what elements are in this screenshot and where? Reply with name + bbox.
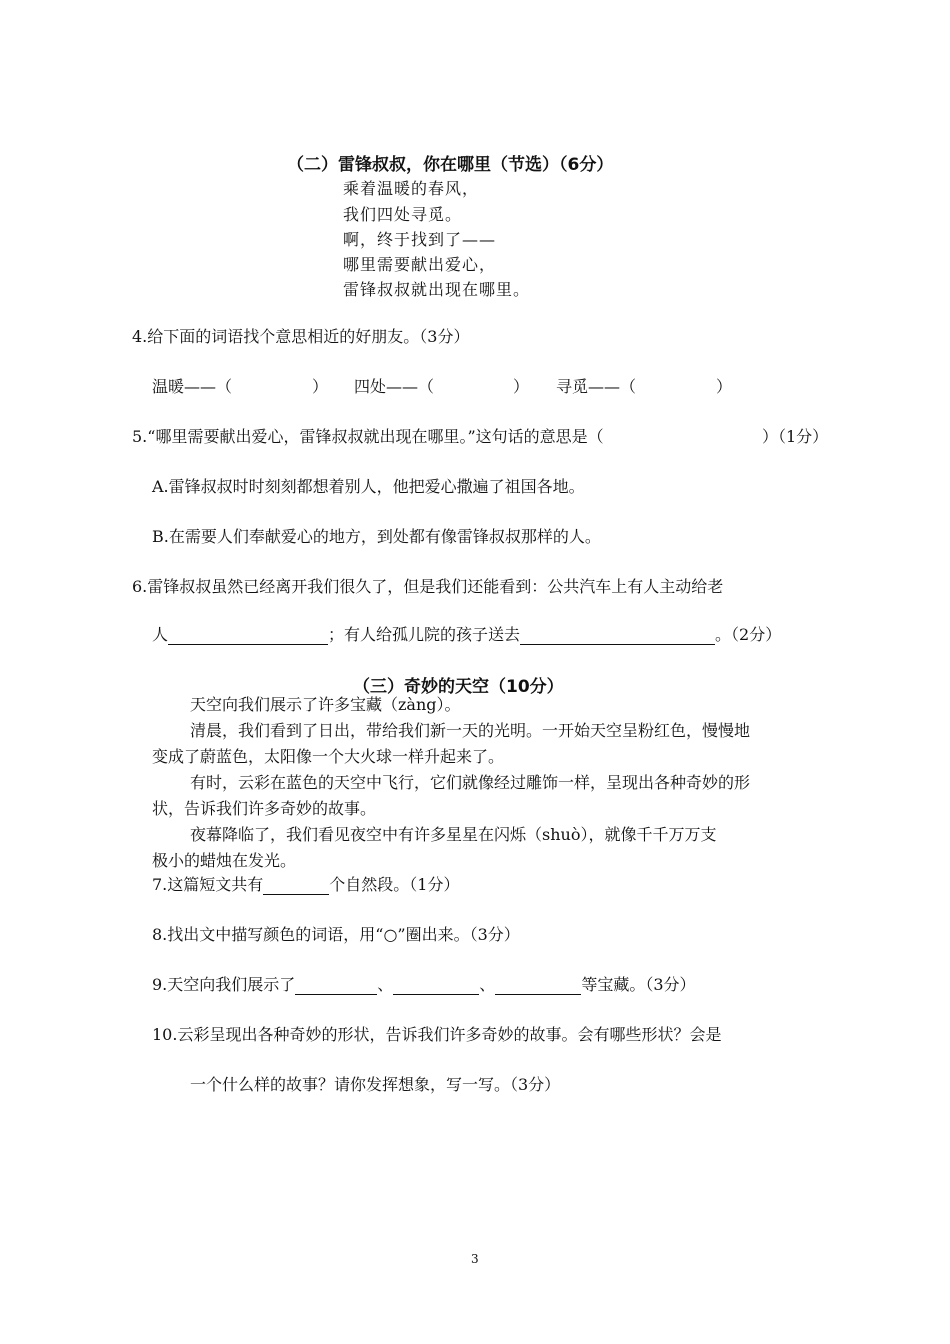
q6-text-c: 。（2分） <box>715 625 782 644</box>
question-5-score: ）（1分） <box>762 427 829 446</box>
answer-blank[interactable] <box>495 977 581 995</box>
q9-sep: 、 <box>377 975 394 994</box>
section-title-3: （三）奇妙的天空（10分） <box>353 677 564 697</box>
answer-blank[interactable] <box>520 627 715 645</box>
q6-text-a: 人 <box>152 625 169 644</box>
poem-line: 哪里需要献出爱心， <box>343 255 497 274</box>
q4-item-close: ） <box>716 377 733 396</box>
passage-line: 状，告诉我们许多奇妙的故事。 <box>152 799 377 818</box>
answer-blank[interactable] <box>168 627 328 645</box>
q9-sep: 、 <box>479 975 496 994</box>
q7-text-a: 7.这篇短文共有 <box>152 875 264 894</box>
option-a: A.雷锋叔叔时时刻刻都想着别人，他把爱心撒遍了祖国各地。 <box>152 477 585 496</box>
passage-line: 变成了蔚蓝色，太阳像一个大火球一样升起来了。 <box>152 747 505 766</box>
q9-text-a: 9.天空向我们展示了 <box>152 975 296 994</box>
passage-line: 夜幕降临了，我们看见夜空中有许多星星在闪烁（shuò），就像千千万万支 <box>190 825 717 844</box>
question-4: 4.给下面的词语找个意思相近的好朋友。（3分） <box>132 327 470 346</box>
question-10-line2: 一个什么样的故事？请你发挥想象，写一写。（3分） <box>190 1075 561 1094</box>
question-9 <box>152 972 696 995</box>
passage-line: 有时，云彩在蓝色的天空中飞行，它们就像经过雕饰一样，呈现出各种奇妙的形 <box>190 773 751 792</box>
answer-blank[interactable] <box>295 977 377 995</box>
q9-text-b: 等宝藏。（3分） <box>581 975 696 994</box>
section-title-2: （二）雷锋叔叔，你在哪里（节选）（6分） <box>287 155 614 175</box>
q7-text-b: 个自然段。（1分） <box>329 875 460 894</box>
q4-item: 温暖——（ <box>152 377 233 396</box>
page-number: 3 <box>471 1252 479 1266</box>
question-5: 5.“哪里需要献出爱心，雷锋叔叔就出现在哪里。”这句话的意思是（ <box>132 427 604 446</box>
question-6-line1: 6.雷锋叔叔虽然已经离开我们很久了，但是我们还能看到：公共汽车上有人主动给老 <box>132 577 724 596</box>
answer-blank[interactable] <box>393 977 479 995</box>
question-8: 8.找出文中描写颜色的词语，用“○”圈出来。（3分） <box>152 925 520 944</box>
q4-item: 寻觅——（ <box>556 377 637 396</box>
question-6-line2 <box>152 622 781 645</box>
q4-item-close: ） <box>312 377 329 396</box>
poem-line: 乘着温暖的春风， <box>343 179 480 198</box>
passage-line: 极小的蜡烛在发光。 <box>152 851 297 870</box>
option-b: B.在需要人们奉献爱心的地方，到处都有像雷锋叔叔那样的人。 <box>152 527 601 546</box>
answer-blank[interactable] <box>263 877 329 895</box>
poem-line: 啊，终于找到了—— <box>343 230 497 249</box>
q6-text-b: ；有人给孤儿院的孩子送去 <box>328 625 521 644</box>
poem-line: 雷锋叔叔就出现在哪里。 <box>343 280 531 299</box>
q4-item: 四处——（ <box>354 377 435 396</box>
q4-item-close: ） <box>513 377 530 396</box>
passage-line: 清晨，我们看到了日出，带给我们新一天的光明。一开始天空呈粉红色，慢慢地 <box>190 721 751 740</box>
question-7 <box>152 872 459 895</box>
passage-line: 天空向我们展示了许多宝藏（zàng）。 <box>190 695 461 714</box>
question-10-line1: 10.云彩呈现出各种奇妙的形状，告诉我们许多奇妙的故事。会有哪些形状？会是 <box>152 1025 722 1044</box>
poem-line: 我们四处寻觅。 <box>343 205 463 224</box>
